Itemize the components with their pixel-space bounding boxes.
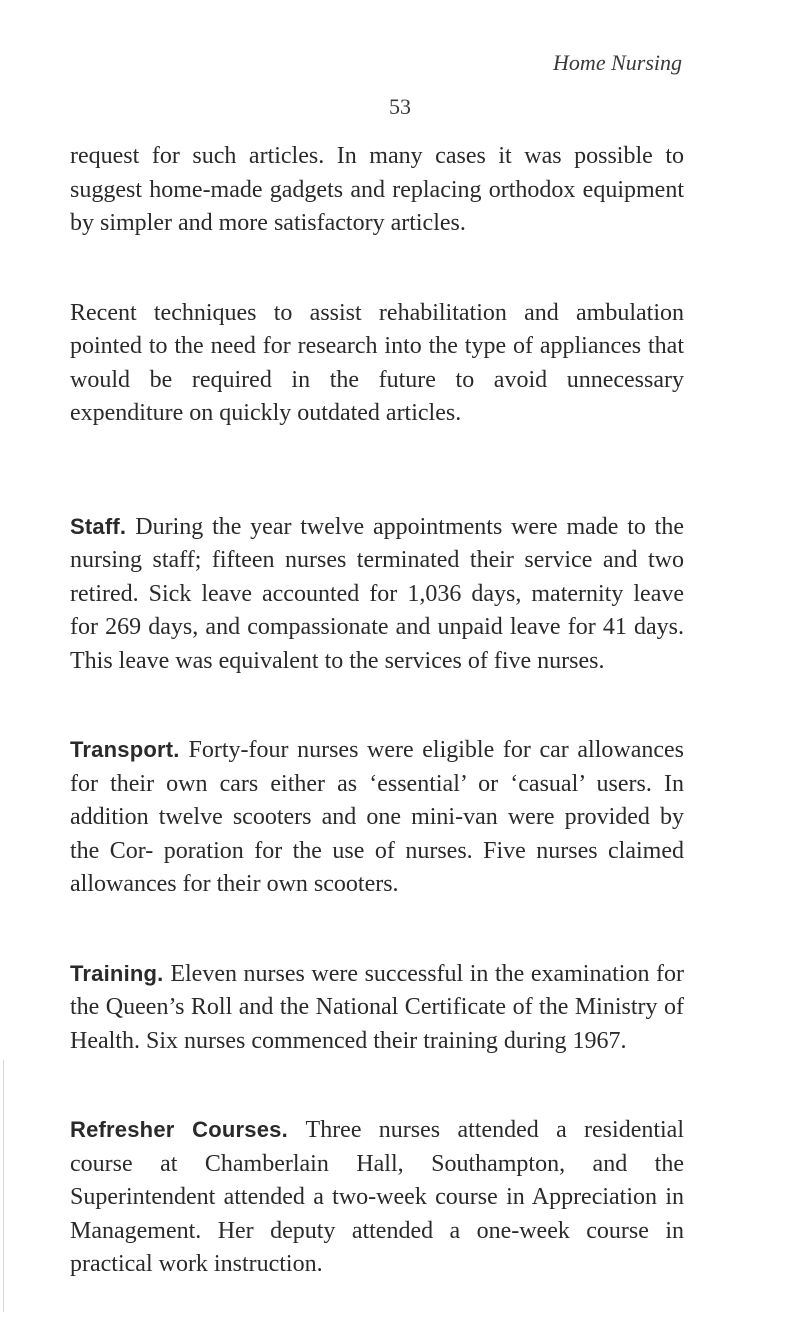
scan-edge-line — [3, 1060, 4, 1312]
section-heading-staff: Staff. — [70, 513, 136, 539]
running-title: Home Nursing — [553, 50, 682, 75]
paragraph-text: Forty-four nurses were eligible for car allowances for their own cars either as ‘essential’ or ‘casual’ users. In addition twelve scooters and one mini-van were provided by the Cor- poration for the use of nurses. Five nurses claimed allowances for their own scooters. — [70, 737, 684, 897]
body-text — [70, 140, 684, 1337]
page-number: 53 — [389, 94, 411, 119]
paragraph-text: During the year twelve appointments were made to the nursing staff; fifteen nurses terminated their service and two retired. Sick leave accounted for 1,036 days, maternity leave for 269 days, and compassionate and unpaid leave for 41 days. This leave was equivalent to the services of five nurses. — [70, 513, 684, 674]
paragraph-text: Recent techniques to assist rehabilitation and ambulation pointed to the need for research into the type of appliances that would be required in the future to avoid unnecessary expenditure on quickly outdated articles. — [70, 299, 684, 426]
section-heading-transport: Transport. — [70, 737, 189, 762]
paragraph-text: request for such articles. In many cases it was possible to suggest home-made gadgets and replacing orthodox equipment by simpler and more satisfactory articles. — [70, 143, 684, 236]
paragraph-continuation — [70, 140, 684, 241]
section-heading-training: Training. — [70, 960, 171, 986]
section-heading-refresher-courses: Refresher Courses. — [70, 1117, 306, 1142]
paragraph-research — [70, 297, 684, 431]
paragraph-transport — [70, 733, 684, 902]
paragraph-staff — [70, 510, 684, 679]
paragraph-text: Eleven nurses were successful in the examination for the Queen’s Roll and the National Certificate of the Ministry of Health. Six nurses commenced their training during 1967. — [70, 960, 684, 1054]
paragraph-text: Three nurses attended a residential course at Chamberlain Hall, Southampton, and the Superintendent attended a two-week course in Appreciation in Management. Her deputy attended a one-week course in practical work instruction. — [70, 1117, 684, 1277]
paragraph-training — [70, 957, 684, 1059]
paragraph-refresher-courses — [70, 1113, 684, 1282]
